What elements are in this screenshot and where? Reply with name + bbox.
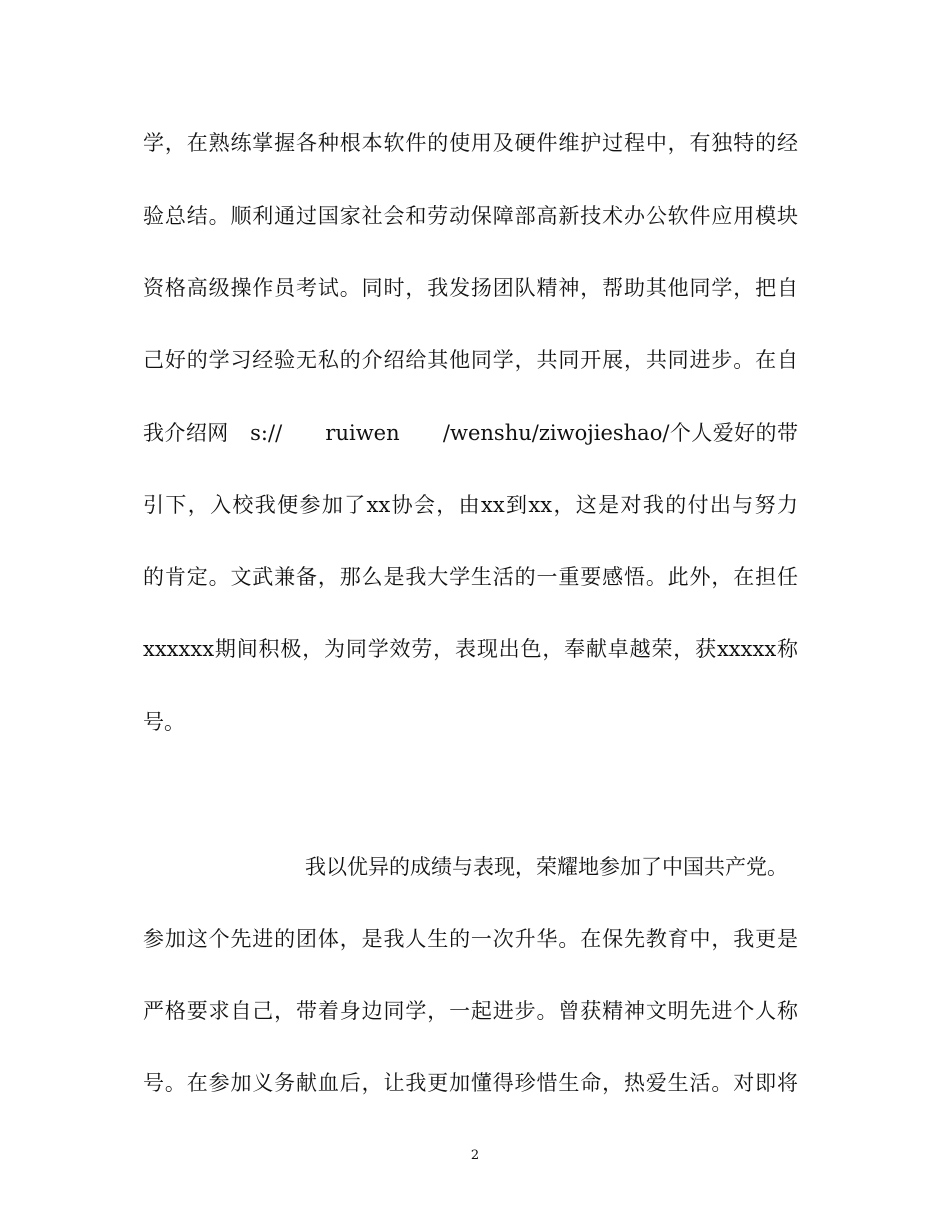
paragraph-1-line-1: 学，在熟练掌握各种根本软件的使用及硬件维护过程中，有独特的经 (143, 131, 798, 155)
paragraph-1-line-9: 号。 (143, 710, 185, 734)
paragraph-2-line-2: 参加这个先进的团体，是我人生的一次升华。在保先教育中，我更是 (143, 927, 798, 951)
page-number: 2 (470, 1148, 480, 1163)
paragraph-2-line-1: 我以优异的成绩与表现，荣耀地参加了中国共产党。 (305, 855, 788, 879)
paragraph-1-line-4: 己好的学习经验无私的介绍给其他同学，共同开展，共同进步。在自 (143, 348, 798, 372)
paragraph-2-line-3: 严格要求自己，带着身边同学，一起进步。曾获精神文明先进个人称 (143, 999, 798, 1023)
paragraph-1-line-6: 引下，入校我便参加了xx协会，由xx到xx，这是对我的付出与努力 (143, 493, 798, 517)
paragraph-1-line-3: 资格高级操作员考试。同时，我发扬团队精神，帮助其他同学，把自 (143, 276, 798, 300)
paragraph-1-line-2: 验总结。顺利通过国家社会和劳动保障部高新技术办公软件应用模块 (143, 204, 798, 228)
paragraph-1-line-5: 我介绍网 s:// ruiwen /wenshu/ziwojieshao/个人爱好的带 (143, 421, 798, 445)
paragraph-2-line-4: 号。在参加义务献血后，让我更加懂得珍惜生命，热爱生活。对即将 (143, 1071, 798, 1095)
paragraph-1-line-7: 的肯定。文武兼备，那么是我大学生活的一重要感悟。此外，在担任 (143, 565, 798, 589)
paragraph-1-line-8: xxxxxx期间积极，为同学效劳，表现出色，奉献卓越荣，获xxxxx称 (143, 637, 798, 661)
